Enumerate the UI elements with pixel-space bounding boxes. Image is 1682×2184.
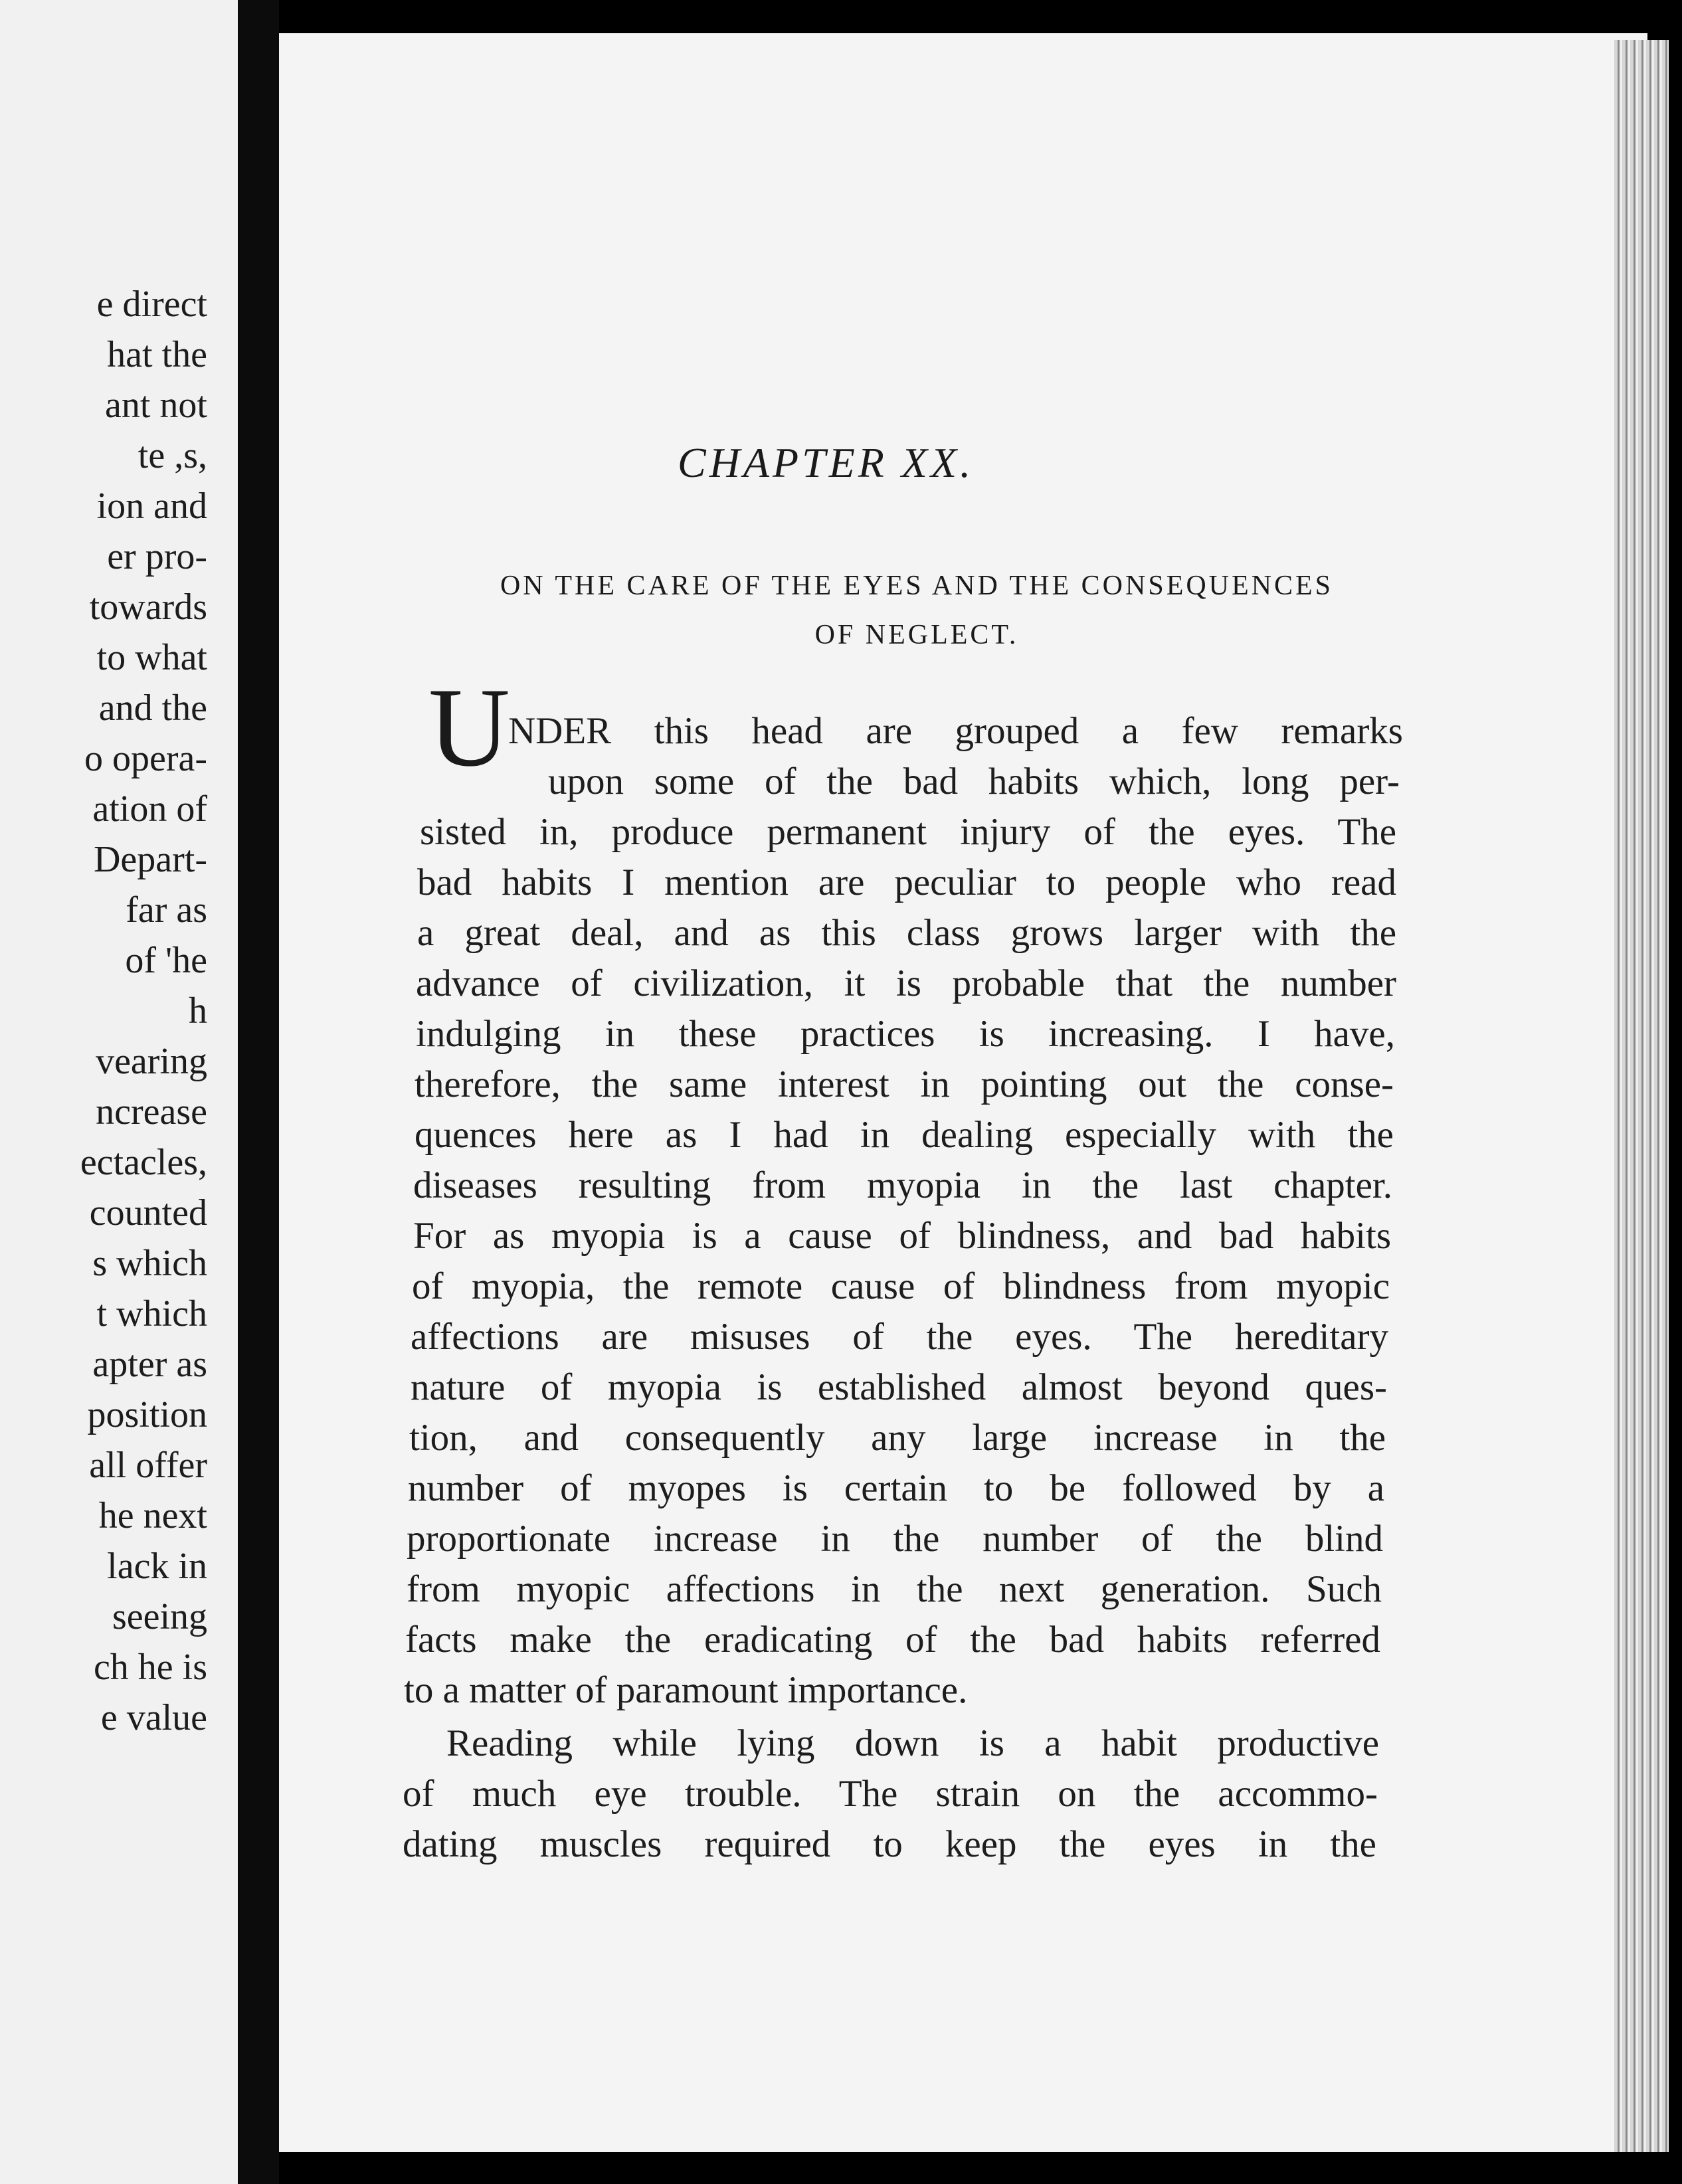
left-page-line: te ,s, <box>138 435 207 476</box>
left-page-line: seeing <box>112 1596 207 1637</box>
body-line: sisted in, produce permanent injury of the eyes. The <box>420 811 1396 853</box>
body-line: to a matter of paramount importance. <box>404 1669 968 1711</box>
left-page-line: ion and <box>96 486 207 527</box>
left-page-line: t which <box>96 1293 207 1334</box>
left-page-line: all offer <box>89 1445 207 1486</box>
left-page-line: apter as <box>92 1344 207 1385</box>
left-page <box>0 0 238 2184</box>
left-page-line: of 'he <box>125 940 207 981</box>
left-page-line: position <box>87 1394 207 1435</box>
section-heading-line-2: OF NEGLECT. <box>814 620 1019 650</box>
left-page-line: Depart- <box>93 839 207 880</box>
left-page-line: ncrease <box>96 1091 207 1133</box>
body-line: proportionate increase in the number of the blind <box>407 1518 1383 1560</box>
body-line: facts make the eradicating of the bad habits referred <box>405 1619 1380 1661</box>
section-heading-line-1: ON THE CARE OF THE EYES AND THE CONSEQUENCES <box>500 571 1334 601</box>
drop-cap: U <box>428 665 510 790</box>
left-page-line: vearing <box>96 1041 207 1082</box>
body-line: upon some of the bad habits which, long per- <box>548 761 1400 802</box>
left-page-line: ation of <box>92 788 207 830</box>
body-line: Reading while lying down is a habit productive <box>446 1722 1379 1764</box>
left-page-line: he next <box>98 1495 207 1536</box>
body-line: number of myopes is certain to be followed by a <box>408 1467 1384 1509</box>
body-line: therefore, the same interest in pointing out the conse- <box>415 1063 1394 1105</box>
body-line: NDER this head are grouped a few remarks <box>508 710 1403 752</box>
body-line: dating muscles required to keep the eyes in the <box>403 1823 1376 1865</box>
body-line: a great deal, and as this class grows larger with the <box>417 912 1396 954</box>
left-page-line: e direct <box>96 284 207 325</box>
left-page-line: towards <box>89 587 207 628</box>
left-page-line: lack in <box>107 1546 207 1587</box>
left-page-line: ectacles, <box>80 1142 207 1183</box>
body-line: diseases resulting from myopia in the last chapter. <box>413 1164 1392 1206</box>
body-line: quences here as I had in dealing especially with the <box>415 1114 1394 1156</box>
body-line: bad habits I mention are peculiar to people who read <box>417 862 1396 903</box>
body-line: affections are misuses of the eyes. The hereditary <box>411 1316 1388 1358</box>
left-page-line: o opera- <box>84 738 207 779</box>
left-page-line: h <box>189 990 207 1032</box>
left-page-line: ch he is <box>93 1647 207 1688</box>
body-line: tion, and consequently any large increase in the <box>409 1417 1386 1459</box>
body-line: of myopia, the remote cause of blindness from myopic <box>412 1265 1390 1307</box>
left-page-line: s which <box>92 1243 207 1284</box>
left-page-line: e value <box>100 1697 207 1738</box>
left-page-line: ant not <box>105 385 207 426</box>
body-line: nature of myopia is established almost beyond ques- <box>411 1366 1387 1408</box>
left-page-line: to what <box>96 637 207 678</box>
left-page-line: and the <box>98 687 207 729</box>
left-page-line: far as <box>126 889 207 931</box>
body-line: indulging in these practices is increasing. I have, <box>416 1013 1395 1055</box>
body-line: from myopic affections in the next generation. Such <box>407 1568 1382 1610</box>
body-line: of much eye trouble. The strain on the accommo- <box>403 1773 1378 1815</box>
chapter-title: CHAPTER XX. <box>678 439 975 486</box>
left-page-line: er pro- <box>107 536 207 577</box>
body-line: advance of civilization, it is probable that the number <box>416 962 1396 1004</box>
body-line: For as myopia is a cause of blindness, and bad habits <box>413 1215 1391 1257</box>
left-page-line: hat the <box>107 334 207 375</box>
book-gutter <box>238 0 279 2184</box>
left-page-line: counted <box>89 1192 207 1233</box>
page-edges <box>1614 40 1669 2152</box>
